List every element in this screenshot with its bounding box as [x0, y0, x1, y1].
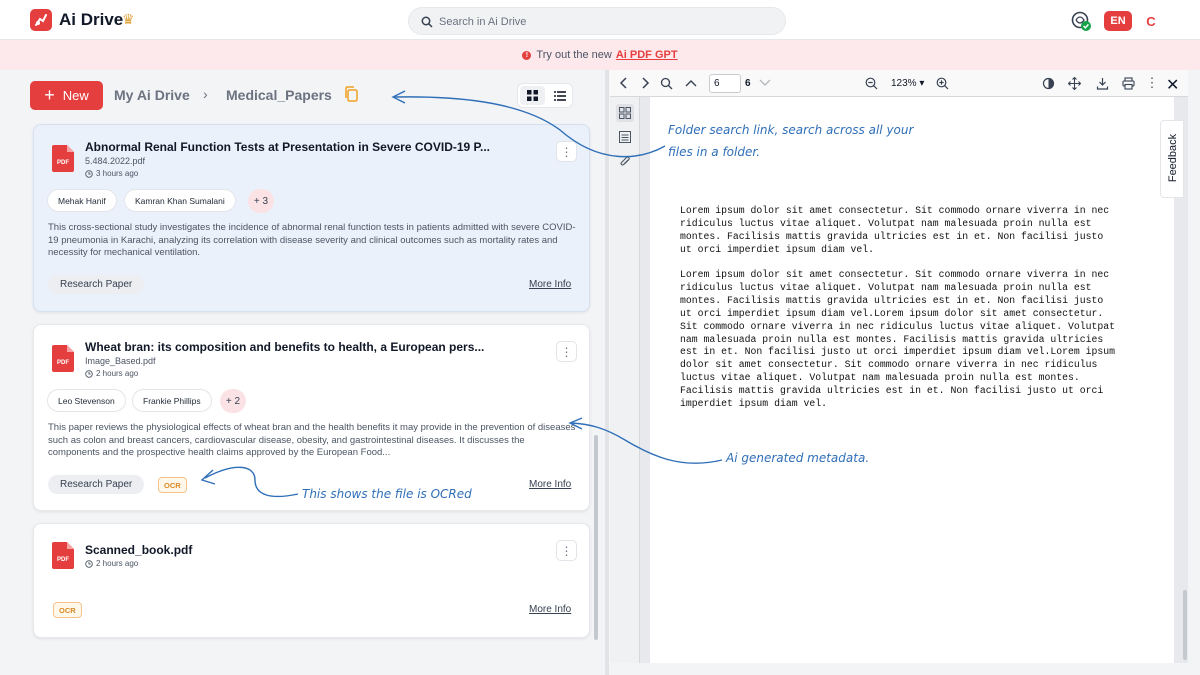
- clock-icon: [85, 170, 93, 178]
- annotation-folder-search: [668, 119, 913, 163]
- more-options-icon[interactable]: ⋮: [556, 540, 577, 561]
- zoom-select[interactable]: 123% ▾: [891, 78, 925, 89]
- plus-icon: +: [44, 84, 55, 105]
- file-timestamp: [85, 369, 138, 378]
- svg-text:PDF: PDF: [57, 557, 69, 563]
- page-down-icon[interactable]: [757, 75, 773, 91]
- svg-text:PDF: PDF: [57, 160, 69, 166]
- crown-icon: ♛: [122, 11, 135, 27]
- feedback-label: Feedback: [1167, 133, 1179, 183]
- search-icon: [421, 15, 433, 33]
- top-bar: [0, 0, 1200, 40]
- clock-icon: [85, 560, 93, 568]
- page-up-icon[interactable]: [683, 75, 699, 91]
- panel-resize-handle[interactable]: [605, 70, 609, 675]
- annotation-ocr: This shows the file is OCRed: [302, 487, 472, 501]
- search-bar[interactable]: [408, 7, 786, 35]
- annotation-metadata: Ai generated metadata.: [726, 451, 870, 465]
- annotation-line: Folder search link, search across all your: [668, 123, 914, 137]
- print-icon[interactable]: [1120, 75, 1136, 91]
- ai-drive-logo-icon[interactable]: [30, 9, 52, 31]
- banner-text: Try out the new: [536, 49, 612, 61]
- file-time-text: 2 hours ago: [96, 369, 139, 378]
- file-time-text: 2 hours ago: [96, 559, 139, 568]
- more-info-link[interactable]: More Info: [529, 279, 572, 290]
- find-in-document-icon[interactable]: [658, 75, 674, 91]
- page-number-input[interactable]: [709, 74, 741, 93]
- pdf-toolbar: [610, 70, 1188, 97]
- close-viewer-icon[interactable]: ✕: [1166, 77, 1180, 94]
- info-icon: !: [522, 51, 531, 60]
- file-list-scrollbar[interactable]: [594, 435, 598, 640]
- annotation-line: files in a folder.: [668, 145, 761, 159]
- file-summary: This paper reviews the physiological effects of wheat bran and the health benefits it may provide in the prevention of diseases such as colon and breast cancers, cardiovascular disease, obesity, and gastrointestinal diseases. It discusses the components and the prospective health claims approved by the European Food...: [48, 422, 576, 458]
- previous-page-icon[interactable]: [616, 75, 632, 91]
- ocr-badge: OCR: [158, 477, 187, 493]
- attachments-icon[interactable]: [616, 153, 634, 171]
- file-title[interactable]: Wheat bran: its composition and benefits to health, a European pers...: [85, 340, 485, 354]
- new-button[interactable]: [30, 81, 103, 110]
- thumbnails-icon[interactable]: [616, 104, 634, 122]
- pdf-file-icon: [52, 542, 74, 569]
- pdf-paragraph: Lorem ipsum dolor sit amet consectetur. Sit commodo ornare viverra in nec ridiculus luctus vitae aliquet. Volutpat nam malesuada proin nulla est montes. Facilisis mattis gravida ultricies est in et. Non facilisi justo ut orci imperdiet ipsum diam vel.: [680, 205, 1110, 255]
- more-options-icon[interactable]: ⋮: [556, 341, 577, 362]
- pdf-page[interactable]: [650, 97, 1174, 663]
- pdf-file-icon: [52, 345, 74, 372]
- language-button[interactable]: EN: [1104, 11, 1132, 31]
- zoom-in-icon[interactable]: [934, 75, 950, 91]
- gpt-status-icon[interactable]: [1070, 10, 1092, 32]
- grid-view-icon[interactable]: [520, 86, 545, 105]
- author-chip[interactable]: Kamran Khan Sumalani: [124, 189, 236, 212]
- file-timestamp: [85, 559, 138, 568]
- page-total: 6: [745, 78, 751, 89]
- file-card[interactable]: [33, 523, 590, 638]
- file-title[interactable]: Scanned_book.pdf: [85, 543, 193, 557]
- file-card[interactable]: [33, 124, 590, 312]
- list-view-icon[interactable]: [547, 86, 572, 105]
- pan-tool-icon[interactable]: [1066, 75, 1082, 91]
- copy-icon[interactable]: [344, 86, 358, 107]
- avatar[interactable]: C: [1140, 10, 1162, 32]
- pdf-scrollbar[interactable]: [1183, 590, 1187, 660]
- promo-banner: [0, 40, 1200, 70]
- file-time-text: 3 hours ago: [96, 169, 139, 178]
- author-chip[interactable]: Leo Stevenson: [47, 389, 126, 412]
- breadcrumb-root[interactable]: My Ai Drive: [114, 87, 190, 103]
- more-authors-badge[interactable]: + 3: [248, 189, 274, 213]
- file-name: Image_Based.pdf: [85, 356, 156, 366]
- next-page-icon[interactable]: [637, 75, 653, 91]
- author-chip[interactable]: Mehak Hanif: [47, 189, 117, 212]
- new-button-label: New: [62, 88, 89, 103]
- outline-icon[interactable]: [616, 128, 634, 146]
- pdf-file-icon: [52, 145, 74, 172]
- file-summary: This cross-sectional study investigates the incidence of abnormal renal function tests in patients admitted with severe COVID-19 pneumonia in Karachi, analyzing its correlation with disease severity and clinical outcomes such as mortality rates and necessity for mechanical ventilation.: [48, 222, 576, 258]
- feedback-tab[interactable]: [1160, 120, 1184, 198]
- view-toggle: [517, 83, 573, 108]
- zoom-value: 123%: [891, 78, 917, 89]
- breadcrumb-chevron-icon: ›: [203, 86, 208, 102]
- more-tools-icon[interactable]: ⋮: [1145, 75, 1159, 90]
- theme-toggle-icon[interactable]: [1040, 75, 1056, 91]
- more-authors-badge[interactable]: + 2: [220, 389, 246, 413]
- download-icon[interactable]: [1094, 75, 1110, 91]
- file-timestamp: [85, 169, 138, 178]
- pdf-sidebar: [610, 97, 640, 663]
- author-chip[interactable]: Frankie Phillips: [132, 389, 212, 412]
- file-name: 5.484.2022.pdf: [85, 156, 146, 166]
- more-info-link[interactable]: More Info: [529, 479, 572, 490]
- banner-link[interactable]: Ai PDF GPT: [615, 49, 678, 61]
- zoom-out-icon[interactable]: [863, 75, 879, 91]
- category-tag[interactable]: Research Paper: [48, 475, 144, 494]
- ocr-badge: OCR: [53, 602, 82, 618]
- file-title[interactable]: Abnormal Renal Function Tests at Presentation in Severe COVID-19 P...: [85, 140, 490, 154]
- search-input[interactable]: [439, 13, 759, 31]
- breadcrumb-current-folder[interactable]: Medical_Papers: [226, 87, 332, 103]
- clock-icon: [85, 370, 93, 378]
- more-info-link[interactable]: More Info: [529, 604, 572, 615]
- more-options-icon[interactable]: ⋮: [556, 141, 577, 162]
- app-name[interactable]: Ai Drive: [59, 10, 124, 29]
- pdf-paragraph: Lorem ipsum dolor sit amet consectetur. Sit commodo ornare viverra in nec ridiculus luctus vitae aliquet. Volutpat nam malesuada proin nulla est montes. Facilisis mattis gravida ultricies est in et. Non facilisi justo ut orci imperdiet ipsum diam vel.Lorem ipsum dolor sit amet consectetur. Sit commodo ornare viverra in nec ridiculus luctus vitae aliquet. Volutpat nam malesuada proin nulla est montes. Facilisis mattis gravida ultricies est in et. Non facilisi justo ut orci imperdiet ipsum diam vel.Lorem ipsum dolor sit amet consectetur. Sit commodo ornare viverra in nec ridiculus luctus vitae aliquet. Volutpat nam malesuada proin nulla est montes. Facilisis mattis gravida ultricies est in et. Non facilisi justo ut orci imperdiet ipsum diam vel.: [680, 269, 1116, 410]
- svg-text:PDF: PDF: [57, 360, 69, 366]
- file-list[interactable]: [30, 120, 598, 665]
- category-tag[interactable]: Research Paper: [48, 275, 144, 294]
